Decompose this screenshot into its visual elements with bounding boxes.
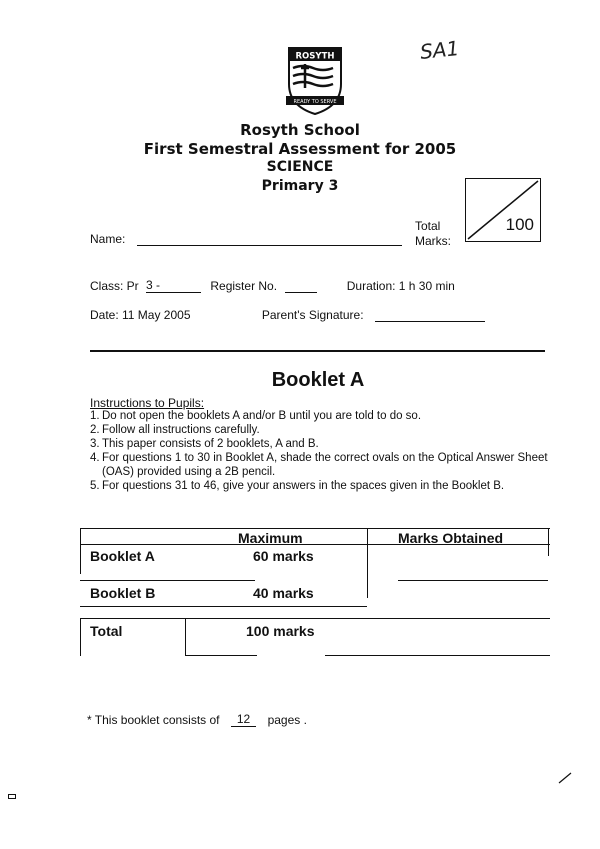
marks-table	[80, 528, 550, 658]
instruction-item: 4. For questions 1 to 30 in Booklet A, shade the correct ovals on the Optical Answer Sheet (OAS) provided using a 2B pencil.	[90, 452, 548, 478]
school-name: Rosyth School	[240, 121, 360, 139]
crest-top-text: ROSYTH	[295, 51, 335, 62]
class-label: Class: Pr	[90, 279, 139, 293]
instruction-item: 2. Follow all instructions carefully.	[90, 424, 260, 436]
register-line[interactable]	[285, 280, 317, 293]
row-max-booklet-a: 60 marks	[253, 548, 314, 564]
assessment-title: First Semestral Assessment for 2005	[143, 140, 457, 158]
row-label-booklet-b: Booklet B	[90, 585, 156, 601]
name-field	[90, 232, 402, 246]
subject-title: SCIENCE	[266, 159, 334, 175]
instruction-item: 3. This paper consists of 2 booklets, A and B.	[90, 438, 319, 450]
signature-line[interactable]	[375, 309, 485, 322]
signature-label: Parent's Signature:	[261, 308, 364, 322]
total-marks-box	[465, 178, 541, 242]
page-count-note: * This booklet consists of 12 pages .	[87, 712, 307, 727]
row-max-booklet-b: 40 marks	[253, 585, 314, 601]
scan-tick-mark	[558, 772, 572, 784]
instructions-list	[90, 409, 550, 493]
crest-motto: READY TO SERVE	[293, 99, 337, 105]
date-text: Date: 11 May 2005	[90, 308, 191, 322]
instructions-heading: Instructions to Pupils:	[90, 396, 205, 410]
instruction-item: 1. Do not open the booklets A and/or B until you are told to do so.	[90, 410, 422, 422]
name-label: Name:	[90, 232, 126, 246]
row-label-total: Total	[90, 623, 123, 639]
level-title: Primary 3	[261, 178, 339, 194]
booklet-title: Booklet A	[271, 369, 365, 391]
class-value[interactable]: 3 -	[146, 278, 201, 293]
divider-rule	[90, 350, 545, 352]
row-max-total: 100 marks	[246, 623, 315, 639]
scan-mark	[8, 794, 16, 799]
total-marks-value: 100	[505, 215, 534, 234]
row-label-booklet-a: Booklet A	[90, 548, 155, 564]
register-label: Register No.	[210, 279, 278, 293]
page-count: 12	[231, 712, 256, 727]
date-row	[90, 308, 485, 322]
instruction-item: 5. For questions 31 to 46, give your answers in the spaces given in the Booklet B.	[90, 480, 505, 492]
total-marks-label: Total Marks:	[415, 219, 451, 248]
col-maximum-header: Maximum	[238, 530, 303, 546]
class-row	[90, 278, 455, 293]
col-obtained-header: Marks Obtained	[398, 530, 504, 546]
handwritten-note: SA1	[418, 36, 461, 64]
school-crest-logo	[283, 44, 347, 116]
name-line[interactable]	[137, 233, 402, 246]
duration-text: Duration: 1 h 30 min	[346, 279, 455, 293]
